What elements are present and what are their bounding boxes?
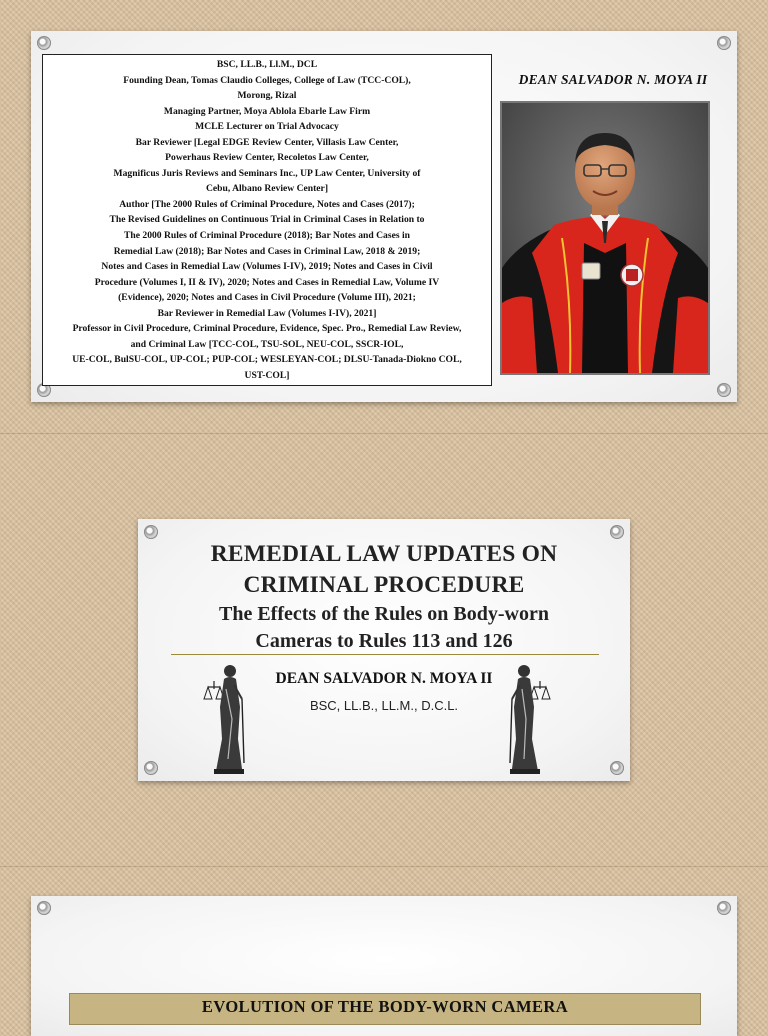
rivet-icon — [37, 36, 51, 50]
title-slide — [138, 519, 630, 781]
bio-line: Bar Reviewer [Legal EDGE Review Center, Villasis Law Center, — [135, 136, 399, 148]
bio-line: Cebu, Albano Review Center] — [205, 183, 329, 195]
bio-line: Remedial Law (2018); Bar Notes and Cases in Criminal Law, 2018 & 2019; — [113, 245, 421, 257]
rivet-icon — [610, 525, 624, 539]
rivet-icon — [610, 761, 624, 775]
author-credentials: BSC, LL.B., LL.M., D.C.L. — [309, 698, 459, 713]
dean-portrait — [500, 101, 710, 375]
slide-divider — [0, 433, 768, 434]
bio-line: Procedure (Volumes I, II & IV), 2020; Notes and Cases in Remedial Law, Volume IV — [94, 276, 440, 288]
rivet-icon — [37, 901, 51, 915]
rivet-icon — [717, 383, 731, 397]
bio-line: Notes and Cases in Remedial Law (Volumes I-IV), 2019; Notes and Cases in Civil — [101, 261, 433, 273]
rivet-icon — [717, 901, 731, 915]
title-line-2: CRIMINAL PROCEDURE — [243, 572, 525, 598]
rivet-icon — [144, 525, 158, 539]
rivet-icon — [717, 36, 731, 50]
bio-line: BSC, LL.B., Ll.M., DCL — [216, 59, 318, 70]
biography-box — [42, 54, 492, 386]
bio-line: Bar Reviewer in Remedial Law (Volumes I-IV), 2021] — [157, 307, 377, 319]
bio-line: UE-COL, BulSU-COL, UP-COL; PUP-COL; WESLEYAN-COL; DLSU-Tanada-Diokno COL, — [72, 354, 462, 366]
title-line-1: REMEDIAL LAW UPDATES ON — [210, 541, 558, 567]
section-heading-bar — [69, 993, 701, 1025]
bio-line: Managing Partner, Moya Ablola Ebarle Law Firm — [163, 105, 371, 117]
lady-justice-icon — [504, 659, 552, 775]
bio-slide — [31, 31, 737, 402]
subtitle-line-1: The Effects of the Rules on Body-worn — [219, 603, 549, 625]
bio-line: The 2000 Rules of Criminal Procedure (2018); Bar Notes and Cases in — [124, 230, 410, 242]
lady-justice-icon — [202, 659, 250, 775]
bio-line: Professor in Civil Procedure, Criminal Procedure, Evidence, Spec. Pro., Remedial Law Review, — [72, 323, 462, 335]
bio-line: Author [The 2000 Rules of Criminal Procedure, Notes and Cases (2017); — [119, 198, 415, 210]
bio-line: MCLE Lecturer on Trial Advocacy — [195, 121, 339, 133]
section-heading: EVOLUTION OF THE BODY-WORN CAMERA — [201, 997, 569, 1016]
bio-line: and Criminal Law [TCC-COL, TSU-SOL, NEU-COL, SSCR-IOL, — [130, 338, 404, 350]
portrait-illustration — [502, 103, 708, 373]
author-name: DEAN SALVADOR N. MOYA II — [275, 670, 493, 687]
bio-line: (Evidence), 2020; Notes and Cases in Civil Procedure (Volume III), 2021; — [118, 292, 416, 304]
subtitle-line-2: Cameras to Rules 113 and 126 — [255, 630, 513, 652]
bio-line: Powerhaus Review Center, Recoletos Law Center, — [165, 152, 369, 164]
title-divider — [171, 654, 599, 655]
bio-line: Founding Dean, Tomas Claudio Colleges, College of Law (TCC-COL), — [123, 74, 411, 86]
slide-divider — [0, 866, 768, 867]
portrait-caption: DEAN SALVADOR N. MOYA II — [518, 72, 708, 87]
bio-line: UST-COL] — [244, 369, 290, 381]
bio-line: Morong, Rizal — [237, 90, 297, 102]
bio-line: The Revised Guidelines on Continuous Trial in Criminal Cases in Relation to — [109, 214, 425, 226]
evolution-slide — [31, 896, 737, 1036]
rivet-icon — [144, 761, 158, 775]
bio-line: Magnificus Juris Reviews and Seminars Inc., UP Law Center, University of — [113, 167, 421, 179]
